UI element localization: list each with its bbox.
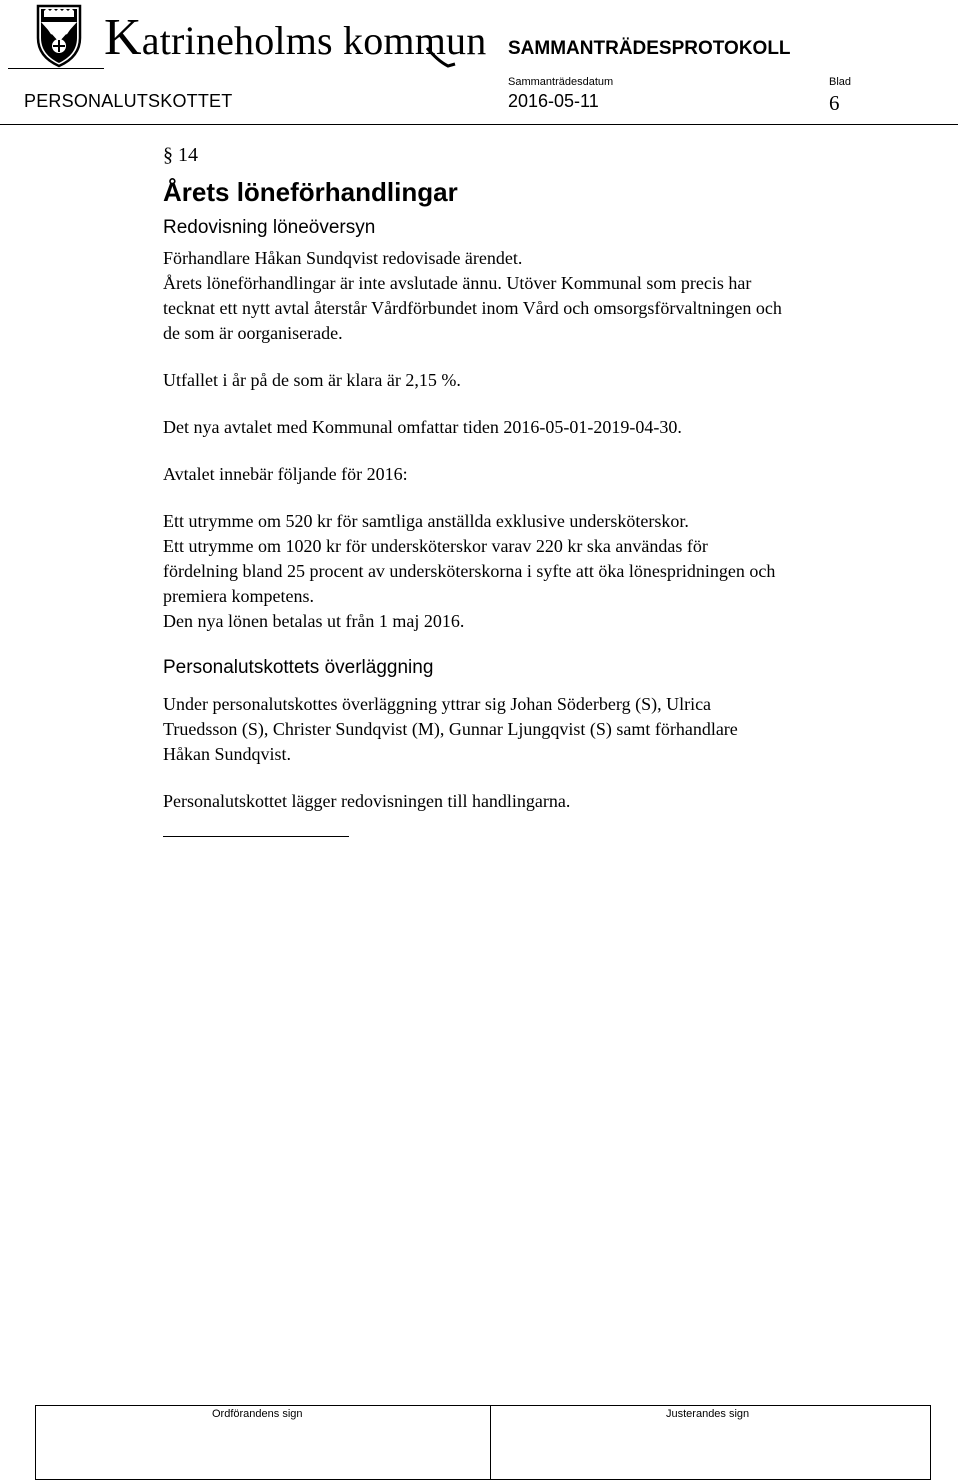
text-line: tecknat ett nytt avtal återstår Vårdförbundet inom Vård och omsorgsförvaltningen och — [163, 298, 782, 318]
outcome-text: Utfallet i år på de som är klara är 2,15 %. — [163, 370, 461, 390]
page-label: Blad — [829, 76, 852, 88]
section-title: Årets löneförhandlingar — [163, 177, 458, 207]
agreement-paragraph — [163, 509, 943, 634]
text-line: Under personalutskottes överläggning yttrar sig Johan Söderberg (S), Ulrica — [163, 694, 712, 714]
municipality-crest-logo — [34, 2, 84, 68]
agreement-intro-text: Avtalet innebär följande för 2016: — [163, 464, 408, 484]
text-line: Håkan Sundqvist. — [163, 744, 291, 764]
text-line: fördelning bland 25 procent av undersköterskorna i syfte att öka lönespridningen och — [163, 561, 776, 581]
text-line: premiera kompetens. — [163, 586, 314, 606]
text-line: Ett utrymme om 520 kr för samtliga anställda exklusive undersköterskor. — [163, 511, 689, 531]
text-line: de som är oorganiserade. — [163, 323, 343, 343]
signature-divider — [490, 1406, 491, 1479]
logo-name: atrineholms kommun — [141, 18, 487, 63]
text-line: Den nya lönen betalas ut från 1 maj 2016. — [163, 611, 465, 631]
chair-signature-label: Ordförandens sign — [212, 1408, 303, 1420]
section-subtitle: Redovisning löneöversyn — [163, 217, 376, 238]
signature-table — [35, 1405, 931, 1480]
page-number: 6 — [829, 91, 840, 115]
decision-text: Personalutskottet lägger redovisningen till handlingarna. — [163, 791, 571, 811]
intro-paragraph — [163, 246, 943, 346]
header-rule-top — [8, 68, 104, 69]
agreement-period-text: Det nya avtalet med Kommunal omfattar tiden 2016-05-01-2019-04-30. — [163, 417, 682, 437]
logo-swoosh-mark — [426, 46, 456, 68]
deliberation-paragraph — [163, 692, 943, 767]
text-line: Årets löneförhandlingar är inte avslutade ännu. Utöver Kommunal som precis har — [163, 273, 752, 293]
section-end-rule — [163, 836, 349, 837]
text-line: Truedsson (S), Christer Sundqvist (M), Gunnar Ljungqvist (S) samt förhandlare — [163, 719, 738, 739]
committee-name: PERSONALUTSKOTTET — [24, 91, 233, 111]
adjuster-signature-label: Justerandes sign — [666, 1408, 750, 1420]
header-rule-main — [0, 124, 958, 125]
meeting-date-label: Sammanträdesdatum — [508, 76, 614, 88]
logo-initial: K — [104, 9, 142, 66]
text-line: Förhandlare Håkan Sundqvist redovisade ärendet. — [163, 248, 523, 268]
meeting-date: 2016-05-11 — [508, 91, 599, 111]
paragraph-number: § 14 — [163, 144, 198, 166]
deliberation-heading: Personalutskottets överläggning — [163, 657, 434, 678]
document-title: SAMMANTRÄDESPROTOKOLL — [508, 38, 791, 59]
text-line: Ett utrymme om 1020 kr för undersköterskor varav 220 kr ska användas för — [163, 536, 708, 556]
